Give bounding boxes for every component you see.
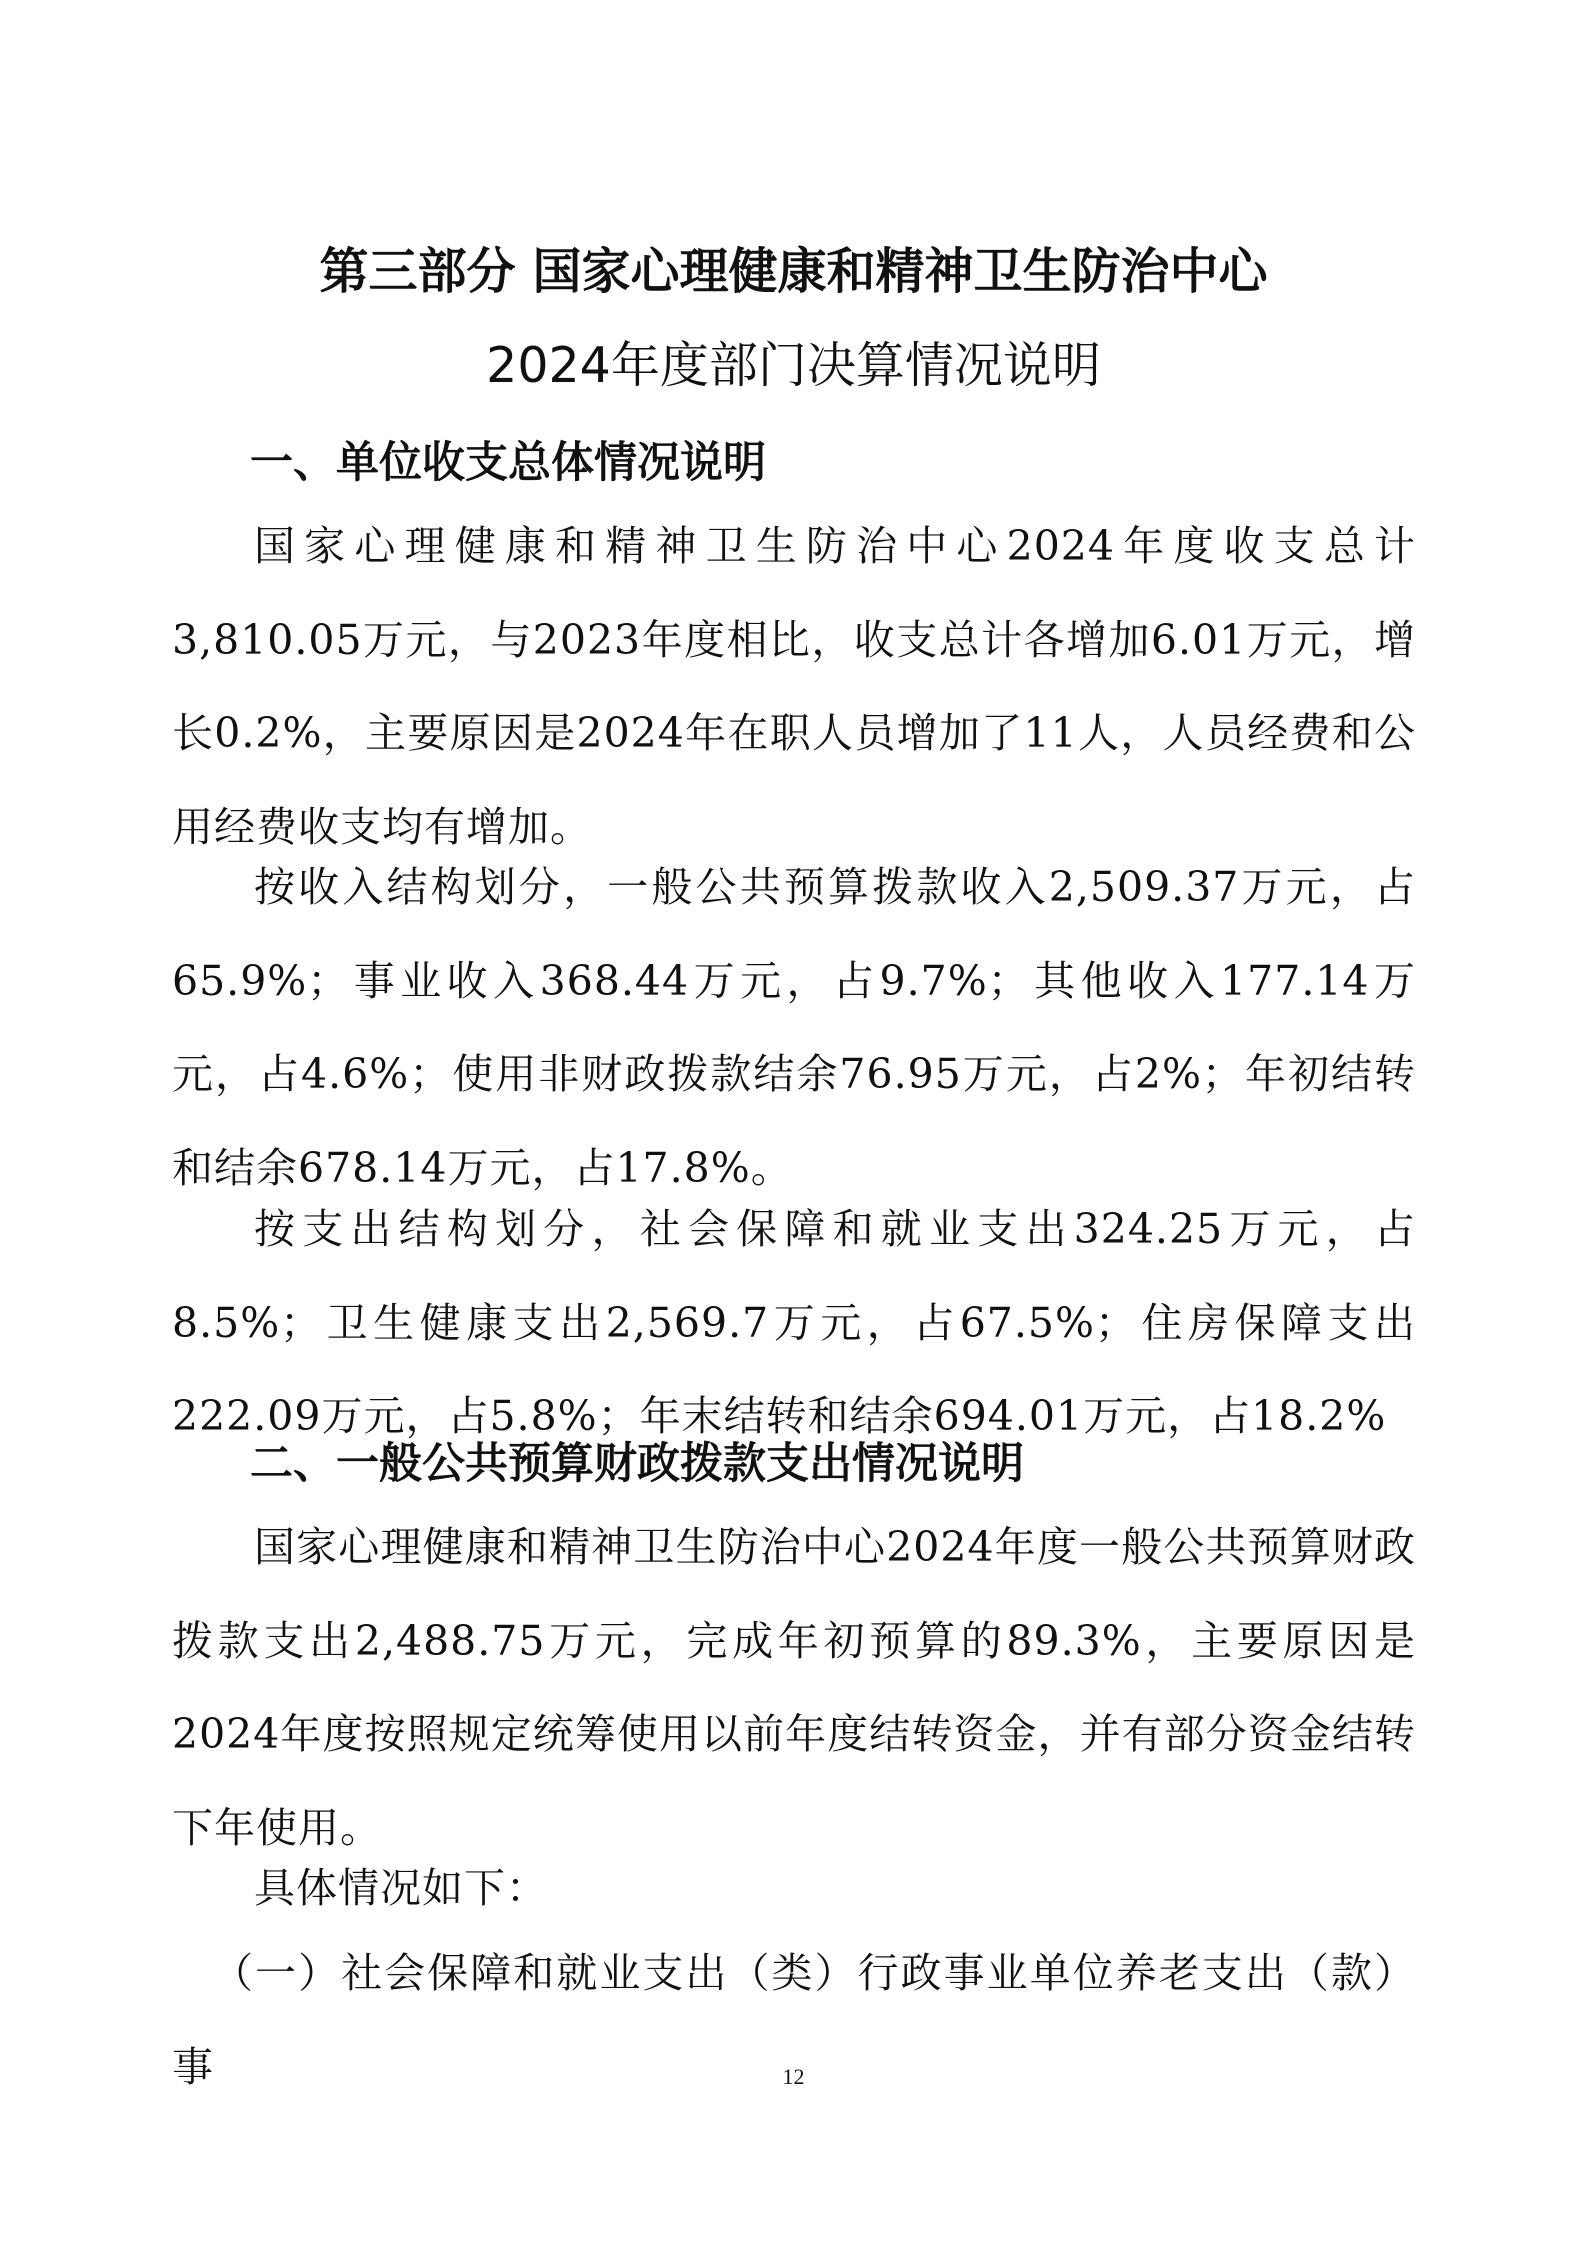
document-title-line-2: 2024年度部门决算情况说明	[486, 337, 1101, 394]
section-1-paragraph-2: 按收入结构划分，一般公共预算拨款收入2,509.37万元，占65.9%；事业收入368.44万元，占9.7%；其他收入177.14万元，占4.6%；使用非财政拨款结余76.95万元，占2%；年初结转和结余678.14万元，占17.8%。	[172, 863, 1416, 1192]
page-number: 12	[782, 2064, 805, 2089]
section-2-heading: 二、一般公共预算财政拨款支出情况说明	[250, 1439, 1024, 1489]
section-1-heading: 一、单位收支总体情况说明	[250, 438, 766, 488]
document-title-line-1: 第三部分 国家心理健康和精神卫生防治中心	[319, 243, 1268, 300]
section-1-paragraph-3: 按支出结构划分，社会保障和就业支出324.25万元，占8.5%；卫生健康支出2,569.7万元，占67.5%；住房保障支出222.09万元，占5.8%；年末结转和结余694.01万元，占18.2%	[172, 1205, 1416, 1440]
section-2-paragraph-1: 国家心理健康和精神卫生防治中心2024年度一般公共预算财政拨款支出2,488.75万元，完成年初预算的89.3%，主要原因是2024年度按照规定统筹使用以前年度结转资金，并有部分资金结转下年使用。	[172, 1523, 1416, 1852]
section-2-paragraph-3: （一）社会保障和就业支出（类）行政事业单位养老支出（款）事	[172, 1949, 1416, 2091]
section-1-paragraph-1: 国家心理健康和精神卫生防治中心2024年度收支总计3,810.05万元，与2023年度相比，收支总计各增加6.01万元，增长0.2%，主要原因是2024年在职人员增加了11人，人员经费和公用经费收支均有增加。	[172, 522, 1416, 851]
section-2-paragraph-2: 具体情况如下：	[254, 1864, 548, 1912]
